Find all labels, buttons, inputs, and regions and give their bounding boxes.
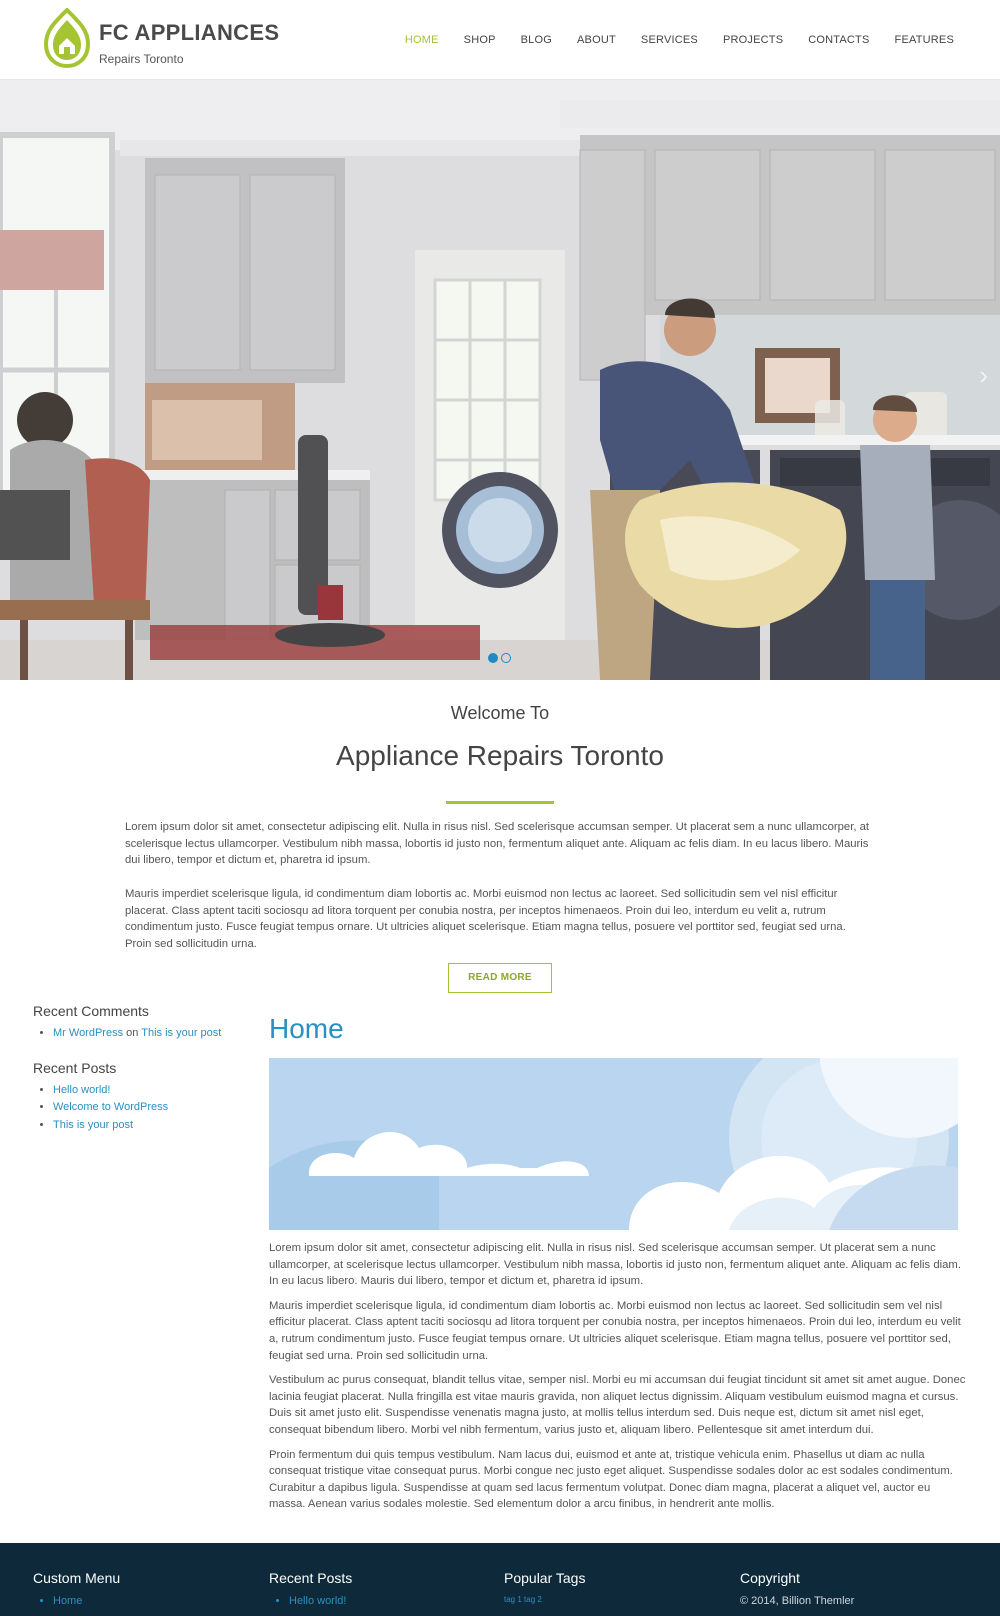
footer-recent-posts xyxy=(269,1570,352,1607)
nav-projects[interactable]: PROJECTS xyxy=(722,34,784,46)
content-paragraph: Vestibulum ac purus consequat, blandit tellus vitae, semper nisl. Morbi eu mi accumsan dui feugiat tincidunt sit amet sit amet augue. Donec lacinia feugiat placerat. Nulla fringilla est vitae mauris gravida, non aliquet lectus dignissim. Aliquam vestibulum euismod magna et cursus. Duis sit amet justo elit. Suspendisse venenatis magna justo, at mollis tellus interdum sed. Duis neque est, dictum sit amet nisl eget, consequat bibendum libero. Morbi vel nibh fermentum, varius justo et, aliquam libero. Pellentesque sit amet interdum dui. xyxy=(269,1374,966,1436)
content-paragraph: Proin fermentum dui quis tempus vestibulum. Nam lacus dui, euismod et ante at, tristique vehicula enim. Phasellus ut diam ac nulla consequat tristique vitae consequat purus. Morbi congue nec justo eget aliquet. Suspendisse sodales dolor ac est sodales condimentum. Curabitur a dapibus ligula. Suspendisse at quam sed lacus fermentum volutpat. Donec diam magna, placerat a aliquet vel, auctor eu massa. Aenean varius sodales molestie. Sed elementum dolor a arcu finibus, in hendrerit ante mollis. xyxy=(269,1448,953,1511)
nav-blog[interactable]: BLOG xyxy=(520,34,553,46)
page-title: Home xyxy=(269,1013,344,1044)
slider-dot-1[interactable] xyxy=(488,653,498,663)
tag-link[interactable]: tag 1 xyxy=(504,1595,522,1604)
welcome-title: Appliance Repairs Toronto xyxy=(336,740,664,771)
nav-about[interactable]: ABOUT xyxy=(577,34,616,46)
comment-author-link[interactable]: Mr WordPress xyxy=(53,1027,124,1039)
sidebar xyxy=(33,1003,248,1151)
main-nav xyxy=(380,34,954,46)
slider-next-arrow[interactable]: › xyxy=(979,360,988,390)
list-item xyxy=(53,1099,248,1117)
site-footer xyxy=(0,1543,1000,1616)
hero-slider[interactable] xyxy=(0,80,1000,680)
list-item xyxy=(53,1082,248,1100)
content-paragraph: Mauris imperdiet scelerisque ligula, id condimentum diam lobortis ac. Morbi euismod non lectus ac laoreet. Sed sollicitudin sem vel nisl efficitur placerat. Class aptent taciti sociosqu ad litora torquent per conubia nostra, per inceptos himenaeos. Proin dui leo, interdum eu velit a, rutrum condimentum justo. Fusce feugiat tempus ornare. Ut ultricies aliquet scelerisque. Etiam magna tellus, posuere vel porttitor sed, feugiat sed urna. Proin sed sollicitudin urna. xyxy=(269,1299,961,1362)
main-content xyxy=(269,1013,966,1521)
copyright-text: © 2014, Billion Themler xyxy=(740,1595,855,1607)
read-more-button[interactable]: READ MORE xyxy=(448,963,552,993)
hero-image xyxy=(0,80,1000,680)
list-item xyxy=(53,1025,248,1043)
site-title[interactable]: FC APPLIANCES xyxy=(99,20,280,45)
site-header xyxy=(0,0,1000,80)
nav-services[interactable]: SERVICES xyxy=(640,34,698,46)
footer-popular-tags xyxy=(504,1570,585,1604)
featured-image xyxy=(269,1058,958,1230)
comment-on-text: on xyxy=(126,1027,139,1039)
footer-menu-link[interactable]: • Home xyxy=(53,1595,120,1607)
footer-col-title: Popular Tags xyxy=(504,1570,586,1586)
footer-post-link[interactable]: • Hello world! xyxy=(289,1595,352,1607)
nav-shop[interactable]: SHOP xyxy=(463,34,496,46)
footer-custom-menu xyxy=(33,1570,120,1607)
nav-features[interactable]: FEATURES xyxy=(894,34,954,46)
recent-comments-list xyxy=(33,1025,248,1043)
recent-post-link[interactable]: This is your post xyxy=(53,1118,134,1131)
slider-dot-2[interactable] xyxy=(501,653,511,663)
intro-paragraph-1: Lorem ipsum dolor sit amet, consectetur adipiscing elit. Nulla in risus nisl. Sed scelerisque accumsan semper. Ut placerat sem a nunc ullamcorper, at scelerisque lectus ullamcorper. Vestibulum nibh massa, lobortis id justo non, fermentum aliquet ante. Aliquam ac felis diam. In eu lacus libero. Mauris dui libero, tempor et dictum et, pharetra id ipsum. xyxy=(125,821,870,867)
recent-post-link[interactable]: Welcome to WordPress xyxy=(53,1101,169,1113)
footer-col-title: Custom Menu xyxy=(33,1570,121,1586)
list-item xyxy=(53,1117,248,1135)
content-paragraph: Lorem ipsum dolor sit amet, consectetur adipiscing elit. Nulla in risus nisl. Sed scelerisque accumsan semper. Ut placerat sem a nunc ullamcorper, at scelerisque lectus ullamcorper. Vestibulum nibh massa, lobortis id justo non, fermentum aliquet ante. Aliquam ac felis diam. In eu lacus libero. Mauris dui libero, tempor et dictum et, pharetra id ipsum. xyxy=(269,1242,961,1288)
tag-link[interactable]: tag 2 xyxy=(524,1595,542,1604)
intro-paragraph-2: Mauris imperdiet scelerisque ligula, id condimentum diam lobortis ac. Morbi euismod non lectus ac laoreet. Sed sollicitudin sem vel nisl efficitur placerat. Class aptent taciti sociosqu ad litora torquent per conubia nostra, per inceptos himenaeos. Proin dui leo, interdum eu velit a, rutrum condimentum justo. Fusce feugiat tempus ornare. Ut ultricies aliquet scelerisque. Etiam magna tellus, posuere vel porttitor sed, feugiat sed urna. Proin sed sollicitudin urna. xyxy=(125,888,846,950)
welcome-subtitle: Welcome To xyxy=(450,703,550,723)
recent-comments-title: Recent Comments xyxy=(33,1003,149,1019)
slider-pagination xyxy=(488,653,511,663)
nav-contacts[interactable]: CONTACTS xyxy=(808,34,870,46)
title-divider xyxy=(446,801,554,804)
footer-copyright xyxy=(740,1570,854,1607)
nav-home[interactable]: HOME xyxy=(404,34,439,46)
comment-post-link[interactable]: This is your post xyxy=(141,1027,222,1039)
footer-col-title: Recent Posts xyxy=(269,1570,353,1586)
recent-posts-list xyxy=(33,1082,248,1135)
recent-post-link[interactable]: Hello world! xyxy=(53,1083,111,1096)
site-tagline: Repairs Toronto xyxy=(99,52,184,66)
recent-posts-title: Recent Posts xyxy=(33,1059,117,1076)
logo-icon[interactable] xyxy=(44,8,90,68)
footer-col-title: Copyright xyxy=(740,1570,800,1586)
